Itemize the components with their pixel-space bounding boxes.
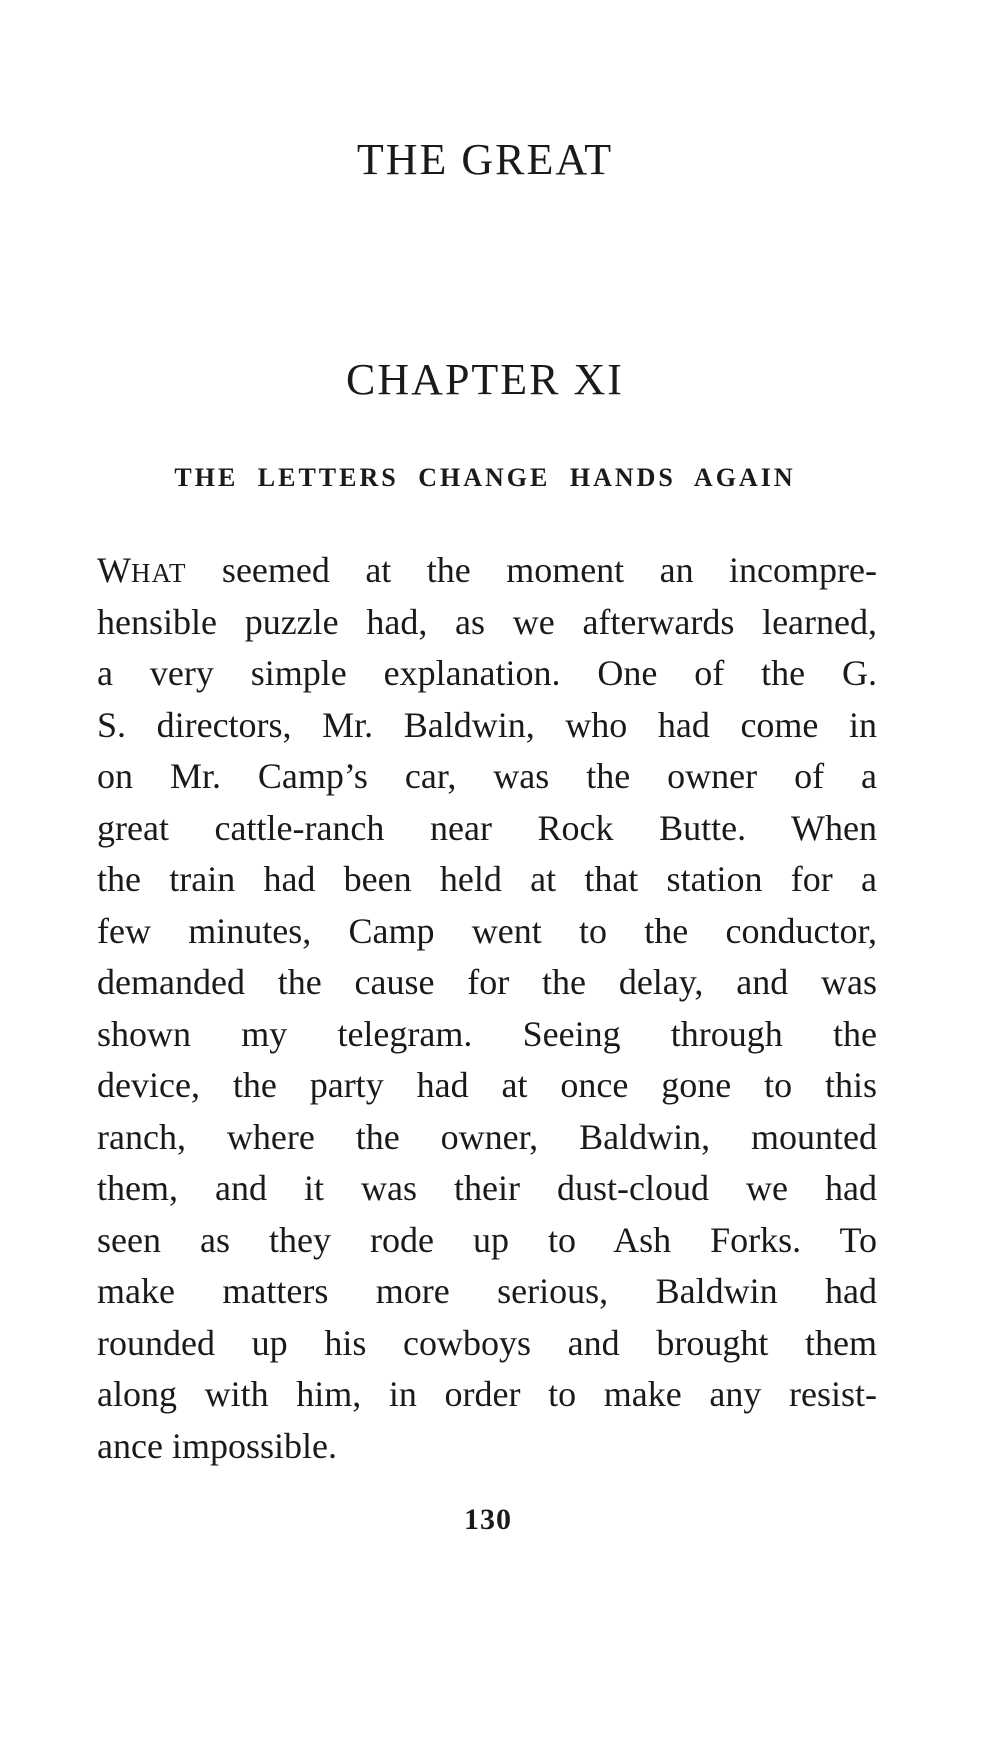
body-line-14: seen as they rode up to Ash Forks. To [97,1219,877,1260]
body-line-16: rounded up his cowboys and brought them [97,1322,877,1363]
chapter-body [97,545,877,1472]
body-line-9: demanded the cause for the delay, and was [97,962,877,1002]
body-line-7: the train had been held at that station for a [97,859,877,899]
chapter-title: THE LETTERS CHANGE HANDS AGAIN [174,463,796,492]
body-line-text: seemed at the moment an incompre- [186,550,877,590]
body-line-1 [97,545,877,597]
body-line-5: on Mr. Camp’s car, was the owner of a [97,756,877,796]
running-head: THE GREAT [356,135,614,184]
body-line-17: along with him, in order to make any resist- [97,1374,877,1414]
page-number: 130 [464,1503,512,1536]
body-line-11: device, the party had at once gone to this [97,1065,877,1105]
body-line-15: make matters more serious, Baldwin had [97,1271,877,1311]
chapter-number: CHAPTER XI [346,355,624,404]
initial-word-smallcaps: HAT [130,558,187,588]
body-line-12: ranch, where the owner, Baldwin, mounted [97,1116,877,1157]
body-line-8: few minutes, Camp went to the conductor, [97,910,877,951]
body-line-13: them, and it was their dust-cloud we had [97,1168,877,1208]
body-line-4: S. directors, Mr. Baldwin, who had come in [97,704,877,745]
body-line-2: hensible puzzle had, as we afterwards learned, [97,601,877,642]
body-line-3: a very simple explanation. One of the G. [97,653,877,693]
body-line-18: ance impossible. [97,1425,337,1466]
body-line-6: great cattle-ranch near Rock Butte. When [97,807,877,848]
initial-letter: W [97,550,131,590]
body-line-10: shown my telegram. Seeing through the [97,1013,877,1054]
